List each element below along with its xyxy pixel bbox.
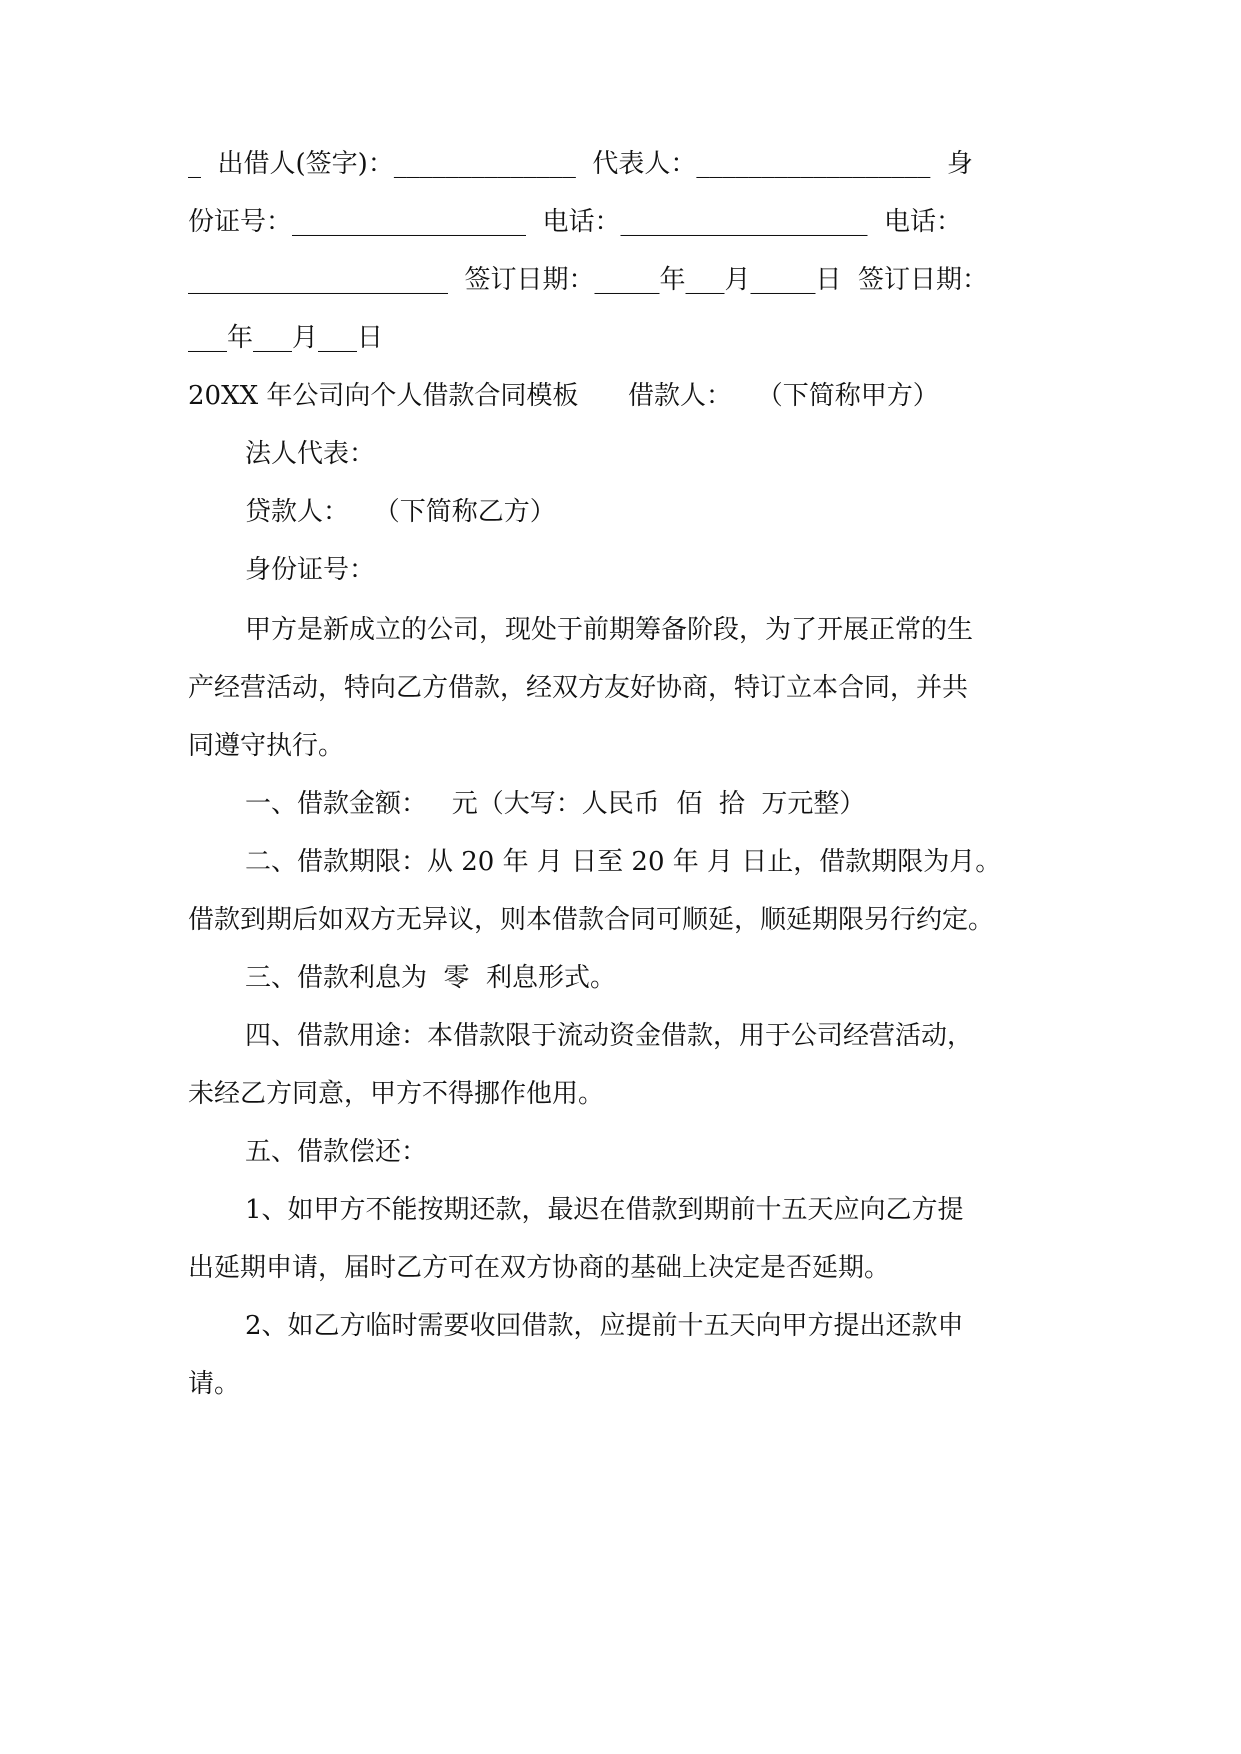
item-1-line-1: 1、如甲方不能按期还款，最迟在借款到期前十五天应向乙方提 xyxy=(245,1195,964,1225)
clause-3: 三、借款利息为 零 利息形式。 xyxy=(245,963,617,993)
signature-line-3: ____________________ 签订日期：_____年___月_____日 签订日期： xyxy=(188,265,989,295)
contract-title: 20XX 年公司向个人借款合同模板 借款人： （下简称甲方） xyxy=(188,381,939,411)
intro-line-1: 甲方是新成立的公司，现处于前期筹备阶段，为了开展正常的生 xyxy=(245,615,974,645)
clause-2-line-1: 二、借款期限：从 20 年 月 日至 20 年 月 日止，借款期限为月。 xyxy=(245,847,1002,877)
id-number-label: 身份证号： xyxy=(245,555,376,585)
clause-1: 一、借款金额： 元（大写：人民币 佰 拾 万元整） xyxy=(245,789,866,819)
clause-4-line-2: 未经乙方同意，甲方不得挪作他用。 xyxy=(188,1079,605,1109)
clause-5: 五、借款偿还： xyxy=(245,1137,428,1167)
item-1-line-2: 出延期申请，届时乙方可在双方协商的基础上决定是否延期。 xyxy=(188,1253,891,1283)
item-2-line-2: 请。 xyxy=(188,1369,241,1399)
lender-label: 贷款人： （下简称乙方） xyxy=(245,497,556,527)
signature-line-1: _ 出借人(签字)：______________ 代表人：__________________ 身 xyxy=(188,149,973,179)
signature-line-2: 份证号：__________________ 电话：___________________ 电话： xyxy=(188,207,963,237)
signature-line-4: ___年___月___日 xyxy=(188,323,384,353)
intro-line-3: 同遵守执行。 xyxy=(188,731,345,761)
clause-2-line-2: 借款到期后如双方无异议，则本借款合同可顺延，顺延期限另行约定。 xyxy=(188,905,995,935)
intro-line-2: 产经营活动，特向乙方借款，经双方友好协商，特订立本合同，并共 xyxy=(188,673,969,703)
legal-rep-label: 法人代表： xyxy=(245,439,376,469)
item-2-line-1: 2、如乙方临时需要收回借款，应提前十五天向甲方提出还款申 xyxy=(245,1311,964,1341)
clause-4-line-1: 四、借款用途：本借款限于流动资金借款，用于公司经营活动， xyxy=(245,1021,974,1051)
